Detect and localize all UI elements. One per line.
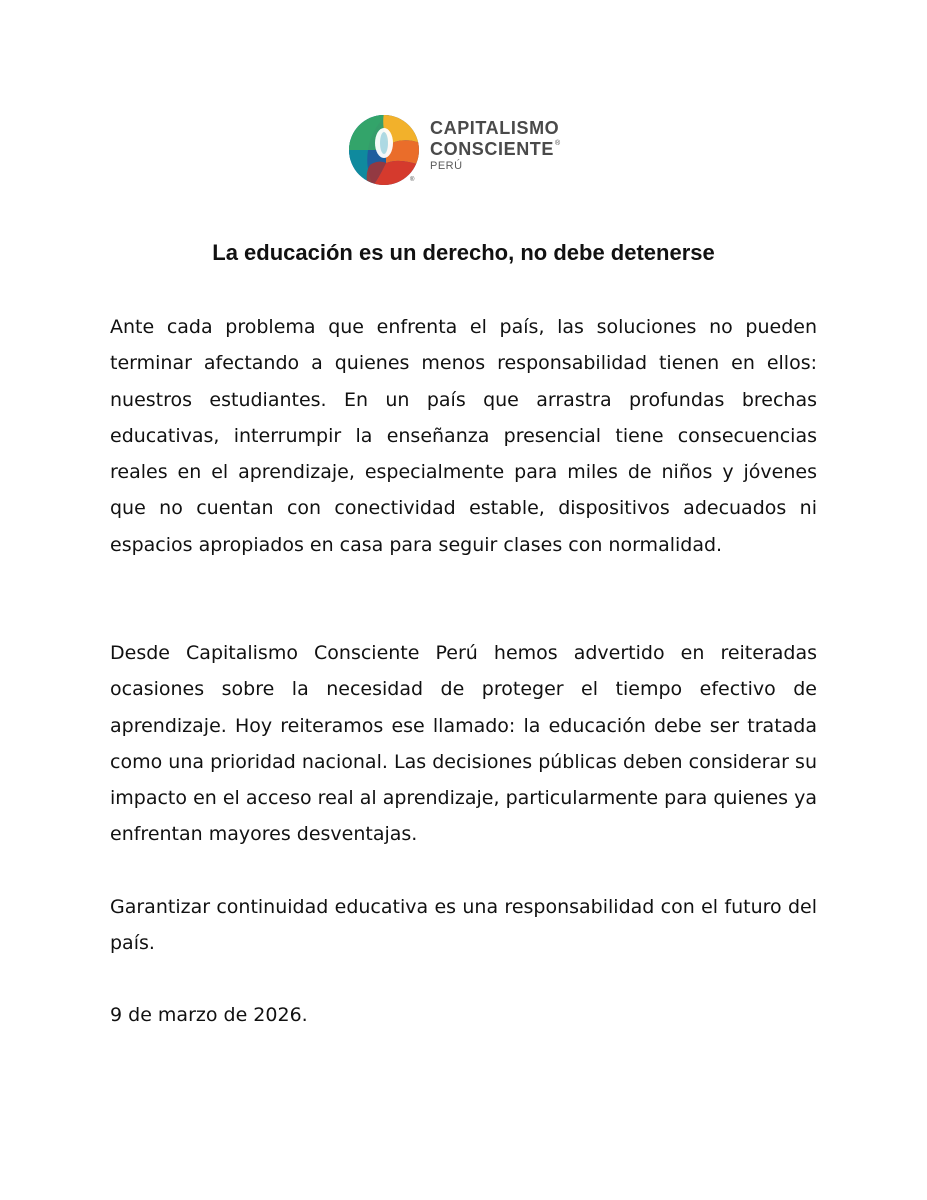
logo-line-peru: PERÚ bbox=[430, 160, 463, 172]
document-title: La educación es un derecho, no debe detenerse bbox=[212, 240, 715, 265]
logo-line-consciente bbox=[430, 140, 561, 158]
logo-wordmark bbox=[430, 119, 561, 172]
paragraph-2: Desde Capitalismo Consciente Perú hemos advertido en reiteradas ocasiones sobre la necesidad de proteger el tiempo efectivo de aprendizaje. Hoy reiteramos ese llamado: la educación debe ser tratada como una prioridad nacional. Las decisiones públicas deben considerar su impacto en el acceso real al aprendizaje, particularmente para quienes ya enfrentan mayores desventajas. bbox=[110, 642, 817, 846]
logo-wordmark-registered: ® bbox=[555, 140, 561, 147]
document-date: 9 de marzo de 2026. bbox=[110, 1004, 308, 1026]
logo-mark-icon bbox=[348, 113, 420, 187]
logo-line-consciente-text: CONSCIENTE bbox=[430, 139, 555, 159]
logo-registered-mark: ® bbox=[410, 177, 415, 183]
capitalismo-consciente-logo bbox=[348, 111, 588, 191]
paragraph-1: Ante cada problema que enfrenta el país, las soluciones no pueden terminar afectando a quienes menos responsabilidad tienen en ellos: nuestros estudiantes. En un país que arrastra profundas brechas educativas, interrumpir la enseñanza presencial tiene consecuencias reales en el aprendizaje, especialmente para miles de niños y jóvenes que no cuentan con conectividad estable, dispositivos adecuados ni espacios apropiados en casa para seguir clases con normalidad. bbox=[110, 316, 817, 556]
logo-line-capitalismo: CAPITALISMO bbox=[430, 118, 560, 138]
paragraph-3: Garantizar continuidad educativa es una responsabilidad con el futuro del país. bbox=[110, 896, 817, 955]
